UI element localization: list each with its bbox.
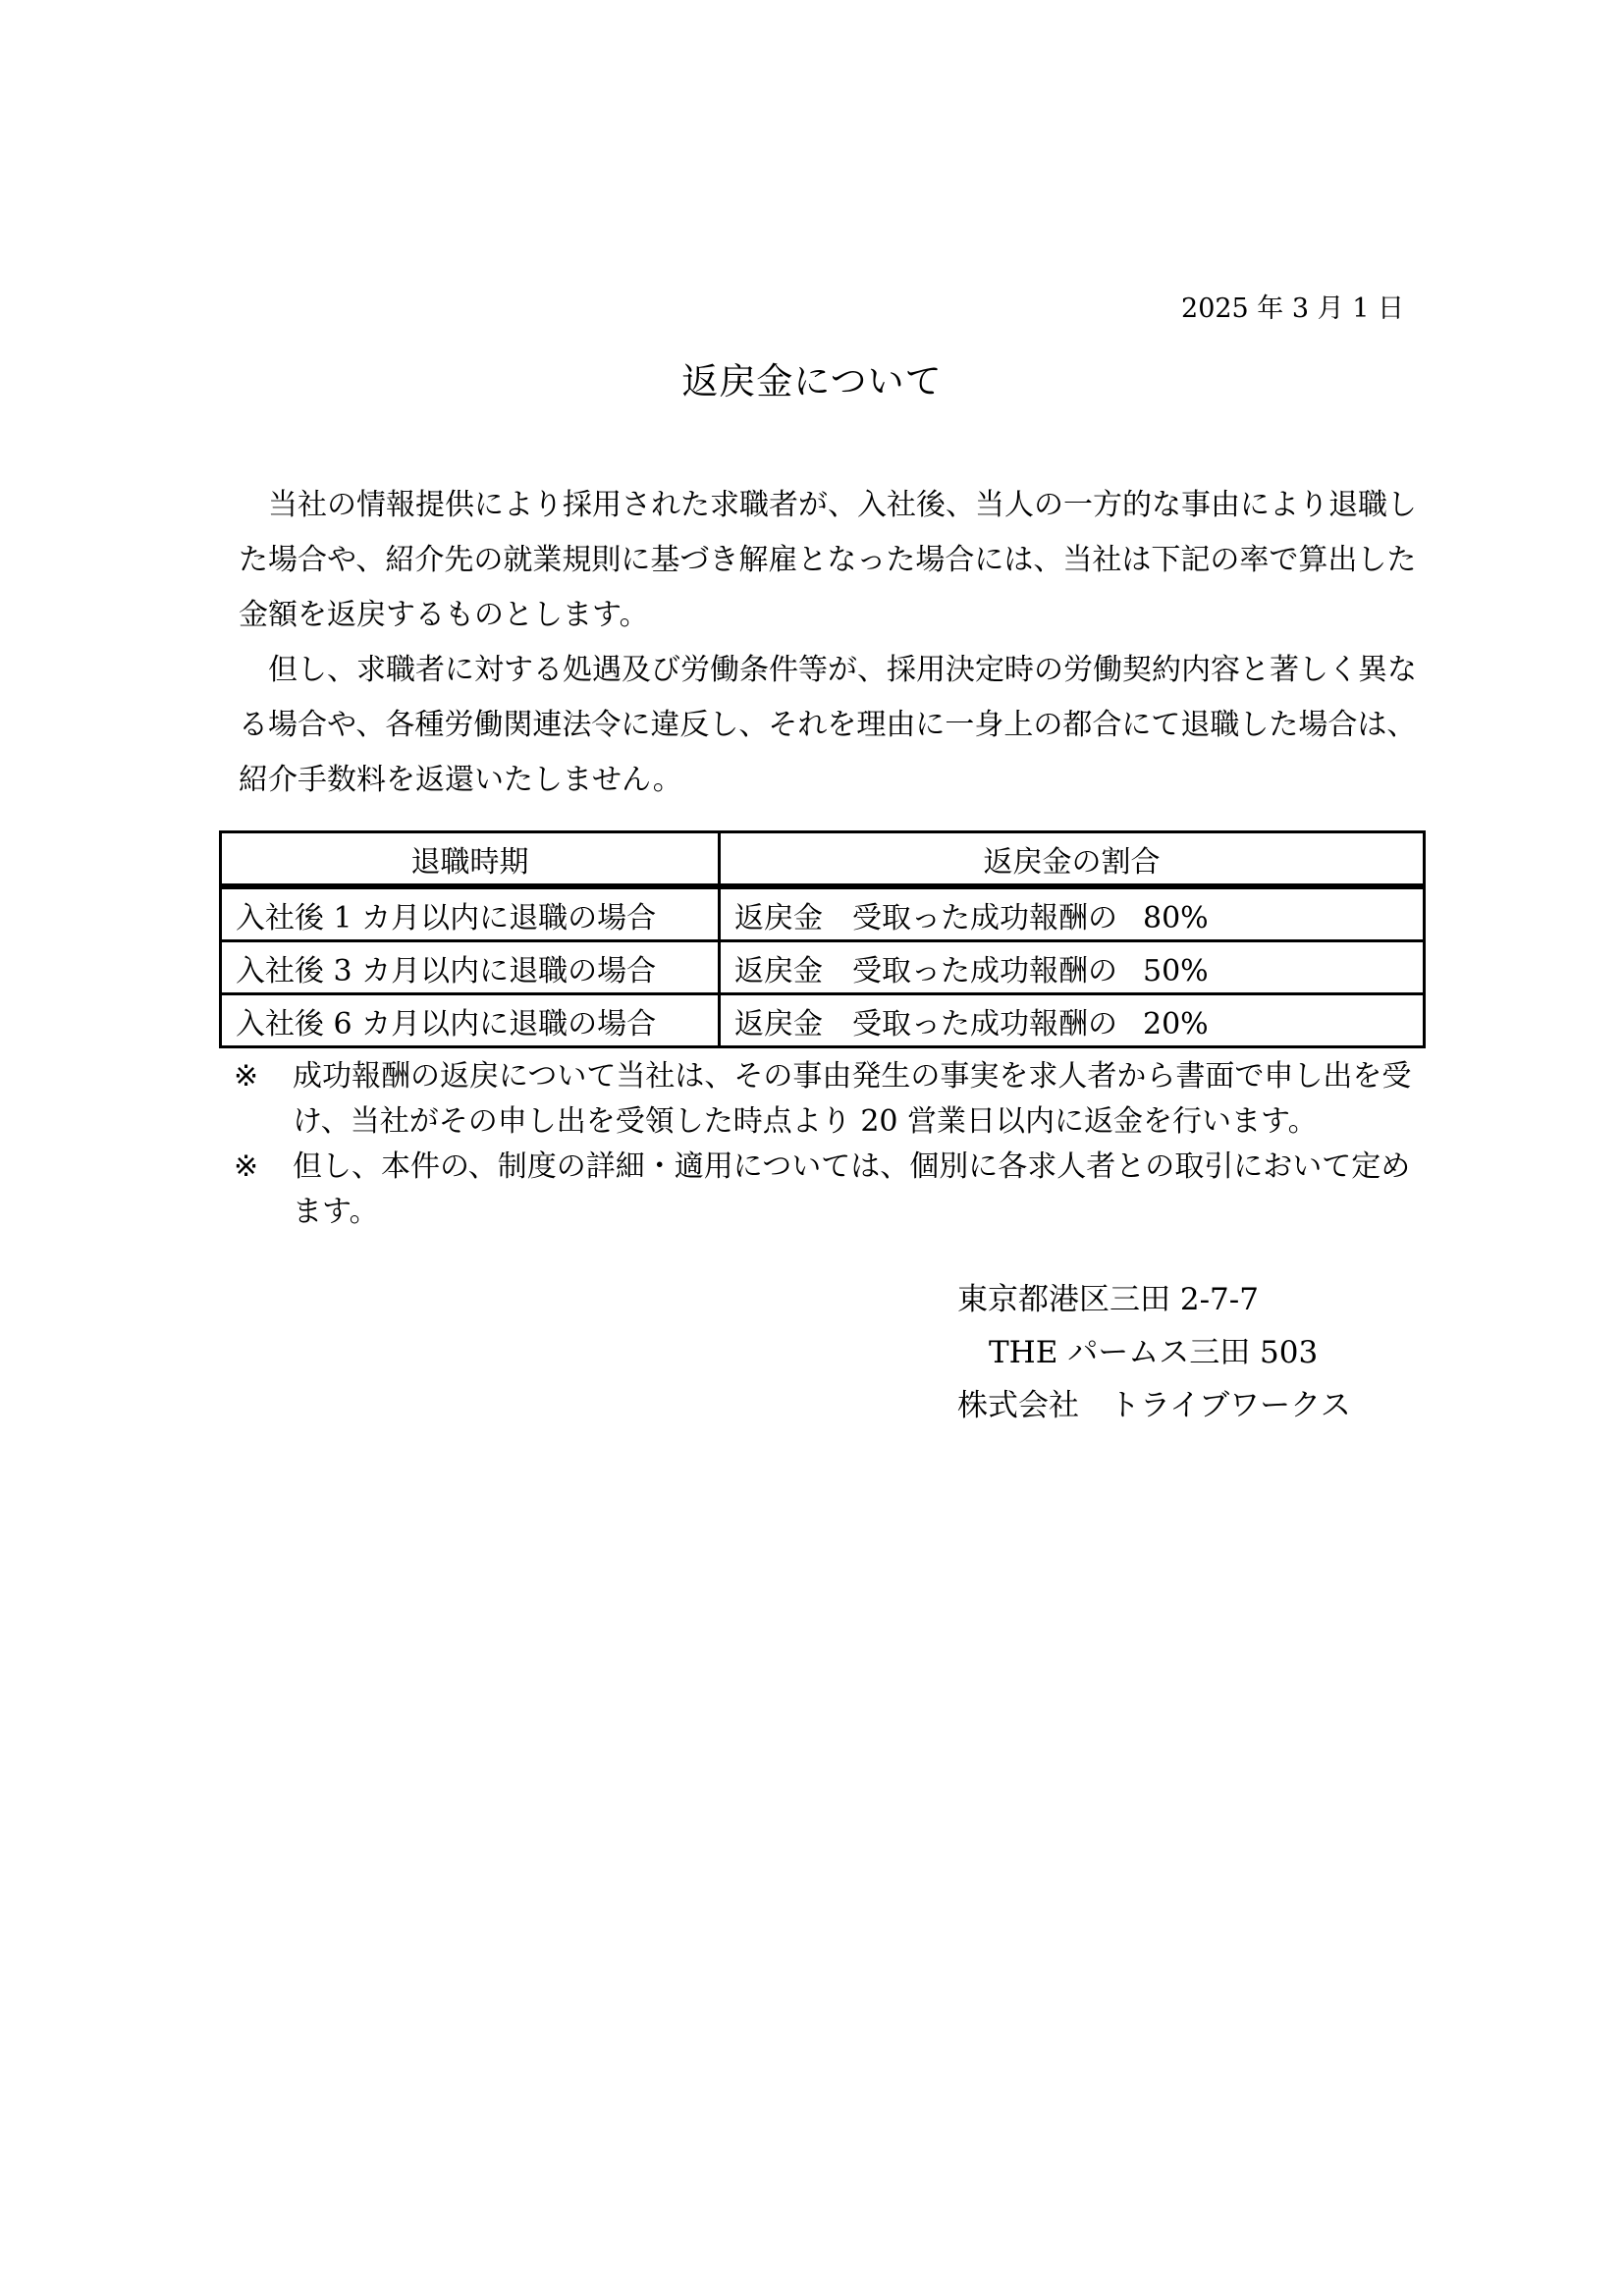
company-building: THE パームス三田 503 xyxy=(989,1335,1319,1370)
refund-text: 返戻金 受取った成功報酬の xyxy=(734,1006,1117,1041)
period-cell: 入社後 3 カ月以内に退職の場合 xyxy=(221,941,720,994)
table-row xyxy=(221,886,1425,941)
table-row xyxy=(221,994,1425,1047)
column-header-refund-rate: 返戻金の割合 xyxy=(720,832,1425,887)
refund-text: 返戻金 受取った成功報酬の xyxy=(734,900,1117,935)
refund-rate-table xyxy=(219,830,1426,1048)
body-text xyxy=(239,478,1417,808)
note-item xyxy=(234,1054,1432,1145)
body-paragraph-text: 但し、求職者に対する処遇及び労働条件等が、採用決定時の労働契約内容と著しく異なる場合や、各種労働関連法令に違反し、それを理由に一身上の都合にて退職した場合は、紹介手数料を返還いたしません。 xyxy=(239,653,1417,797)
note-text: 但し、本件の、制度の詳細・適用については、個別に各求人者との取引において定めます。 xyxy=(293,1149,1411,1229)
period-cell: 入社後 1 カ月以内に退職の場合 xyxy=(221,886,720,941)
note-mark: ※ xyxy=(234,1149,259,1184)
body-paragraph-text: 当社の情報提供により採用された求職者が、入社後、当人の一方的な事由により退職した場合や、紹介先の就業規則に基づき解雇となった場合には、当社は下記の率で算出した金額を返戻するものとします。 xyxy=(239,488,1417,632)
body-paragraph xyxy=(239,478,1417,643)
document-date: 2025 年 3 月 1 日 xyxy=(1181,294,1404,324)
company-name: 株式会社 トライブワークス xyxy=(957,1388,1351,1423)
refund-rate-value: 50% xyxy=(1143,953,1209,988)
notes-section xyxy=(234,1054,1432,1235)
body-paragraph xyxy=(239,643,1417,808)
refund-text: 返戻金 受取った成功報酬の xyxy=(734,953,1117,988)
table-header-row xyxy=(221,832,1425,887)
refund-rate-value: 80% xyxy=(1143,900,1209,935)
document-title: 返戻金について xyxy=(681,360,943,402)
refund-cell xyxy=(720,941,1425,994)
company-address: 東京都港区三田 2-7-7 xyxy=(957,1282,1259,1317)
note-text: 成功報酬の返戻について当社は、その事由発生の事実を求人者から書面で申し出を受け、当社がその申し出を受領した時点より 20 営業日以内に返金を行います。 xyxy=(293,1059,1412,1139)
refund-cell xyxy=(720,886,1425,941)
period-cell: 入社後 6 カ月以内に退職の場合 xyxy=(221,994,720,1047)
company-block xyxy=(957,1273,1409,1432)
refund-cell xyxy=(720,994,1425,1047)
note-mark: ※ xyxy=(234,1059,259,1094)
table-row xyxy=(221,941,1425,994)
refund-rate-value: 20% xyxy=(1143,1006,1209,1041)
note-item xyxy=(234,1145,1432,1235)
column-header-period: 退職時期 xyxy=(221,832,720,887)
